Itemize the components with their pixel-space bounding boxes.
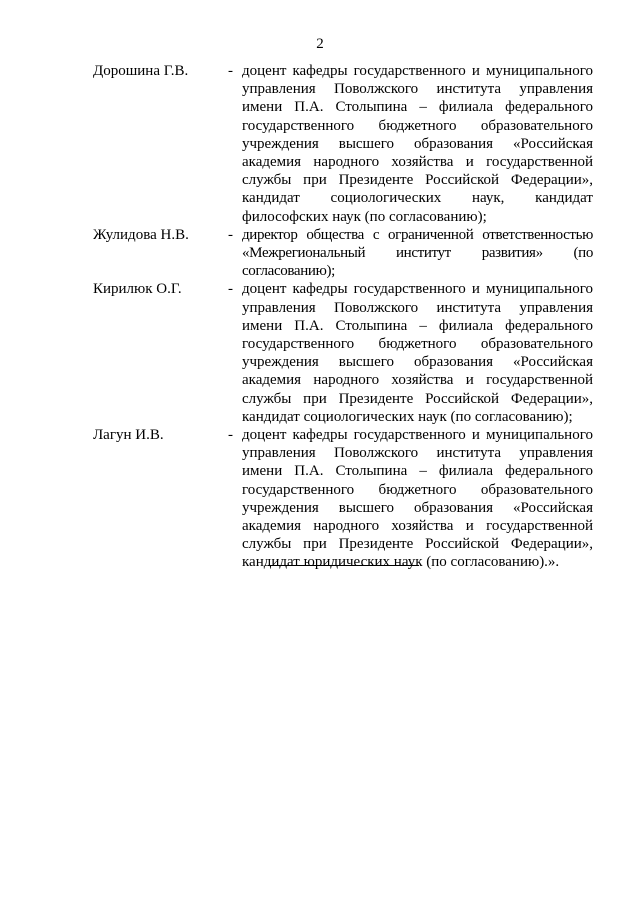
page-number: 2 xyxy=(316,36,324,52)
dash-separator: - xyxy=(228,226,233,243)
member-name: Лагун И.В. xyxy=(93,427,164,444)
member-name: Жулидова Н.В. xyxy=(93,226,189,243)
dash-separator: - xyxy=(228,63,233,79)
list-item xyxy=(93,426,593,572)
list-item xyxy=(93,62,593,226)
members-list xyxy=(93,62,593,572)
member-description: директор общества с ограниченной ответственностью «Межрегиональный институт развития» (по согласованию); xyxy=(242,226,593,280)
list-item xyxy=(93,226,593,281)
list-item xyxy=(93,280,593,426)
dash-separator: - xyxy=(228,427,233,444)
member-description: доцент кафедры государственного и муниципального управления Поволжского института управления имени П.А. Столыпина – филиала федерального государственного бюджетного образовательного учреждения высшего образования «Российская академия народного хозяйства и государственной службы при Президенте Российской Федерации», кандидат социологических наук (по согласованию); xyxy=(242,281,593,425)
member-name: Кирилюк О.Г. xyxy=(93,281,182,298)
member-description: доцент кафедры государственного и муниципального управления Поволжского института управления имени П.А. Столыпина – филиала федерального государственного бюджетного образовательного учреждения высшего образования «Российская академия народного хозяйства и государственной службы при Президенте Российской Федерации», кандидат юридических наук (по согласованию).». xyxy=(242,427,593,571)
member-description: доцент кафедры государственного и муниципального управления Поволжского института управления имени П.А. Столыпина – филиала федерального государственного бюджетного образовательного учреждения высшего образования «Российская академия народного хозяйства и государственной службы при Президенте Российской Федерации», кандидат социологических наук, кандидат философских наук (по согласованию); xyxy=(242,63,593,225)
end-divider-line xyxy=(268,565,419,566)
dash-separator: - xyxy=(228,281,233,298)
member-name: Дорошина Г.В. xyxy=(93,63,189,79)
